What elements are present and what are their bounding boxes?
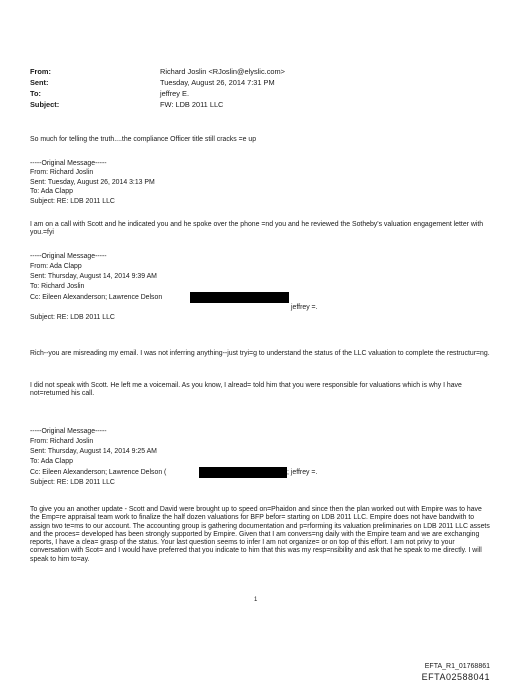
msg3-from: From: Richard Joslin <box>30 438 94 445</box>
from-label: From: <box>30 67 51 76</box>
redaction-box <box>199 467 287 478</box>
msg1-from: From: Richard Joslin <box>30 169 94 176</box>
msg2-cc-tail: jeffrey =. <box>291 304 318 311</box>
msg2-from: From: Ada Clapp <box>30 263 82 270</box>
msg2-sent: Sent: Thursday, August 14, 2014 9:39 AM <box>30 273 157 280</box>
header-to-row <box>30 89 189 98</box>
msg3-subject: Subject: RE: LDB 2011 LLC <box>30 479 115 486</box>
msg2-to: To: Richard Joslin <box>30 283 85 290</box>
msg1-body: I am on a call with Scott and he indicated you and he spoke over the phone =nd you and he reviewed the Sotheby's valuation engagement letter with you.=fyi <box>30 221 484 237</box>
msg3-body: To give you an another update - Scott and David were brought up to speed on=Phaidon and since then the plan worked out with Empire was to have the Emp=re appraisal team work to finalize the half dozen valuations for BFP befor= starting on LDB 2011 LLC. Empire does not have bandwith to assign two te=ms to our account. The accounting group is gathering documentation and p=rforming its valuation preliminaries on LDB 2011 LLC assets and the proces= developed has been strongly supported by Empire. Given that I am convers=ng daily with the Empire team and we are exchanging reports, I have a clea= grasp of the status. Your last question seems to infer I am not organize= or on top of this effort. I am not privy to your conversation with Scot= and I would have preferred that you indicate to him that this was my resp=nsibility and ask that he speak to me directly. I will speak to him to=ay. <box>30 506 490 563</box>
msg1-subject: Subject: RE: LDB 2011 LLC <box>30 198 115 205</box>
redaction-box <box>190 292 289 303</box>
header-subject-row <box>30 100 223 109</box>
msg1-to: To: Ada Clapp <box>30 188 73 195</box>
msg3-cc-tail: ; jeffrey =. <box>287 469 318 476</box>
body-intro: So much for telling the truth....the compliance Officer title still cracks =e up <box>30 136 257 143</box>
efta-large-id: EFTA02588041 <box>421 672 490 682</box>
header-sent-row <box>30 78 275 87</box>
from-value: Richard Joslin <RJoslin@elyslic.com> <box>160 67 285 76</box>
msg2-subject: Subject: RE: LDB 2011 LLC <box>30 314 115 321</box>
msg3-to: To: Ada Clapp <box>30 458 73 465</box>
msg3-sent: Sent: Thursday, August 14, 2014 9:25 AM <box>30 448 157 455</box>
msg1-sent: Sent: Tuesday, August 26, 2014 3:13 PM <box>30 179 155 186</box>
subject-value: FW: LDB 2011 LLC <box>160 100 224 109</box>
msg3-cc: Cc: Eileen Alexanderson; Lawrence Delson ( <box>30 469 167 476</box>
page-number: 1 <box>254 597 258 603</box>
msg2-cc: Cc: Eileen Alexanderson; Lawrence Delson <box>30 294 163 301</box>
sent-label: Sent: <box>30 78 49 87</box>
efta-small-id: EFTA_R1_01768861 <box>424 663 490 670</box>
sent-value: Tuesday, August 26, 2014 7:31 PM <box>160 78 275 87</box>
msg1-separator: -----Original Message----- <box>30 160 107 167</box>
msg2-separator: -----Original Message----- <box>30 253 107 260</box>
header-from-row <box>30 67 285 76</box>
msg3-separator: -----Original Message----- <box>30 428 107 435</box>
msg2-body-1: Rich--you are misreading my email. I was not inferring anything--just tryi=g to understand the status of the LLC valuation to complete the restructur=ng. <box>30 350 490 357</box>
to-label: To: <box>30 89 41 98</box>
subject-label: Subject: <box>30 100 60 109</box>
msg2-body-2: I did not speak with Scott. He left me a voicemail. As you know, I alread= told him that you were responsible for valuations which is why I have not=returned his call. <box>30 382 462 398</box>
to-value: jeffrey E. <box>160 89 190 98</box>
